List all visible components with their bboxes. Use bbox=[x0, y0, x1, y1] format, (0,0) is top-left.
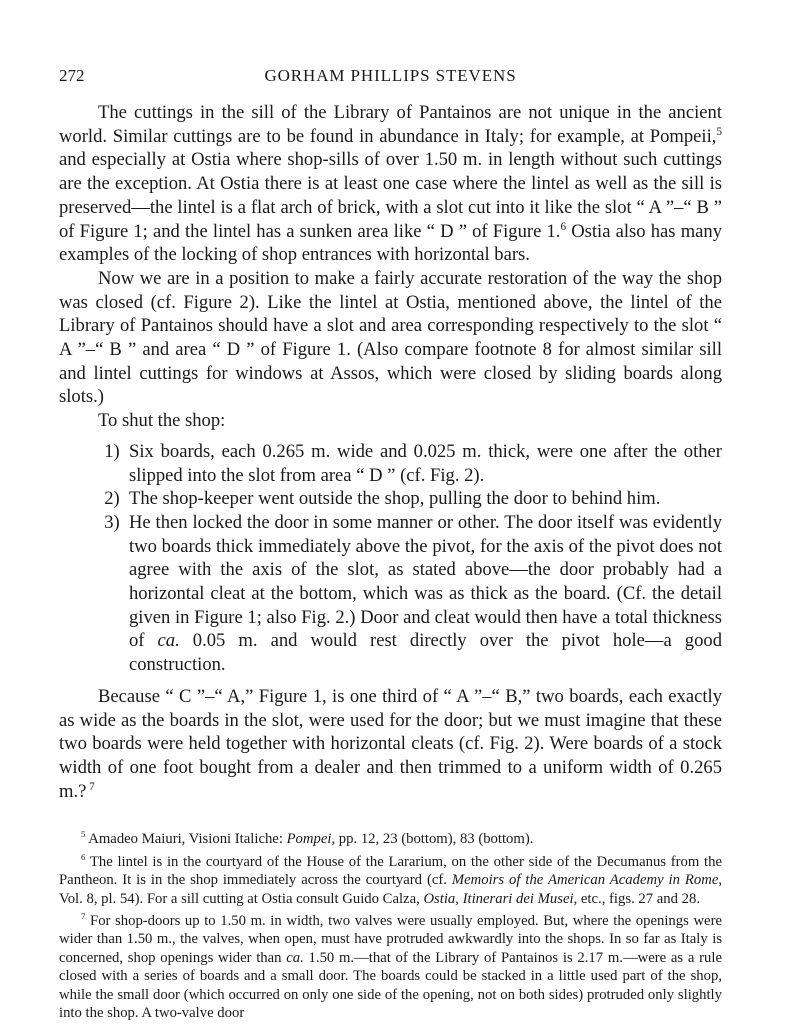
footnote-6 bbox=[59, 853, 722, 908]
footnote-text: The lintel is in the courtyard of the House of the Lararium, on the other side of the Decumanus from the Pantheon. It is in the shop immediately across the courtyard (cf. bbox=[59, 853, 722, 889]
paragraph-1-text-a: The cuttings in the sill of the Library of Pantainos are not unique in the ancient world. Similar cuttings are to be found in abundance in Italy; for example, at Pompeii, bbox=[59, 102, 722, 147]
footnote-italic: ca. bbox=[286, 949, 304, 966]
footnote-text: , pp. 12, 23 (bottom), 83 (bottom). bbox=[331, 831, 534, 848]
footnote-text: 1.50 m.—that of the Library of Pantainos is 2.17 m.—were as a rule closed with a series of boards and a small door. The boards could be stacked in a little used part of the shop, while the small door (which occurred on only one side of the opening, not on both sides) protruded only slightly into the shop. A two-valve door bbox=[59, 949, 722, 1022]
paragraph-1-text-b: and especially at Ostia where shop-sills of over 1.50 m. in length without such cuttings are the exception. At Ostia there is at least one case where the lintel as well as the sill is preserved—the lintel is a flat arch of brick, with a slot cut into it like the slot “ A ”–“ B ” of Figure 1; and the lintel has a sunken area like “ D ” of Figure 1. bbox=[59, 149, 722, 242]
list-item-text: The shop-keeper went outside the shop, pulling the door to behind him. bbox=[129, 488, 661, 510]
footnote-mark: 5 bbox=[81, 829, 86, 840]
list-item bbox=[59, 487, 722, 511]
list-item-text bbox=[129, 511, 722, 677]
footnote-mark: 7 bbox=[81, 911, 86, 922]
page-header bbox=[59, 64, 722, 92]
paragraph-3: To shut the shop: bbox=[98, 410, 226, 432]
footnote-italic: Memoirs of the American Academy in Rome bbox=[451, 872, 719, 889]
steps-list bbox=[59, 440, 722, 677]
footnote-ref-5: 5 bbox=[716, 125, 722, 138]
list-item-text-a: He then locked the door in some manner or other. The door itself was evidently two boards thick immediately above the pivot, for the axis of the pivot does not agree with the axis of the slot, as stated above—the door probably had a horizontal cleat at the bottom, which was as thick as the board. (Cf. the detail given in Figure 1; also Fig. 2.) Door and cleat would then have a total thickness of bbox=[129, 511, 722, 652]
list-item-number: 2) bbox=[104, 488, 120, 510]
footnote-italic: Pompei bbox=[286, 831, 332, 848]
list-item bbox=[59, 511, 722, 677]
paragraph-1-text-c: Ostia also has many examples of the locking of shop entrances with horizontal bars. bbox=[59, 220, 723, 266]
list-item bbox=[59, 440, 722, 487]
paragraph-2: Now we are in a position to make a fairly accurate restoration of the way the shop was closed (cf. Figure 2). Like the lintel at Ostia, mentioned above, the lintel of the Library of Pantainos should have a slot and area corresponding respectively to the slot “ A ”–“ B ” and area “ D ” of Figure 1. (Also compare footnote 8 for almost similar sill and lintel cuttings for windows at Assos, which were closed by sliding boards along slots.) bbox=[59, 267, 722, 408]
footnotes bbox=[59, 830, 722, 1022]
footnote-italic: Ostia, Itinerari dei Musei bbox=[423, 890, 574, 907]
footnote-text: , etc., figs. 27 and 28. bbox=[573, 890, 701, 907]
list-item-number: 1) bbox=[104, 440, 120, 462]
paragraph-4 bbox=[59, 685, 722, 804]
paragraph-4-text: Because “ C ”–“ A,” Figure 1, is one third of “ A ”–“ B,” two boards, each exactly as wide as the boards in the slot, were used for the door; but we must imagine that these two boards were held together with horizontal cleats (cf. Fig. 2). Were boards of a stock width of one foot bought from a dealer and then trimmed to a uniform width of 0.265 m.? bbox=[59, 685, 722, 802]
footnote-5 bbox=[59, 830, 722, 848]
list-item-number: 3) bbox=[104, 511, 120, 533]
list-item-text: Six boards, each 0.265 m. wide and 0.025 m. thick, were one after the other slipped into the slot from area “ D ” (cf. Fig. 2). bbox=[129, 440, 722, 486]
page bbox=[59, 64, 722, 1022]
footnote-text: , Vol. 8, pl. 54). For a sill cutting at Ostia consult Guido Calza, bbox=[59, 872, 723, 907]
paragraph-1 bbox=[59, 101, 722, 267]
list-item-text-italic: ca. bbox=[157, 630, 180, 652]
footnote-mark: 6 bbox=[81, 851, 86, 862]
footnote-ref-6: 6 bbox=[560, 220, 567, 233]
footnote-text: For shop-doors up to 1.50 m. in width, two valves were usually employed. But, where the openings were wider than 1.50 m., the valves, when open, must have protruded awkwardly into the shops. In so far as Italy is concerned, shop openings wider than bbox=[59, 913, 722, 966]
footnote-text: Amadeo Maiuri, Visioni Italiche: bbox=[85, 831, 287, 848]
body-text bbox=[59, 101, 722, 803]
footnote-7 bbox=[59, 912, 722, 1022]
footnote-ref-7: 7 bbox=[86, 780, 95, 793]
page-number: 272 bbox=[59, 66, 85, 85]
list-item-text-b: 0.05 m. and would rest directly over the pivot hole—a good construction. bbox=[129, 630, 722, 676]
running-head: GORHAM PHILLIPS STEVENS bbox=[264, 66, 517, 85]
